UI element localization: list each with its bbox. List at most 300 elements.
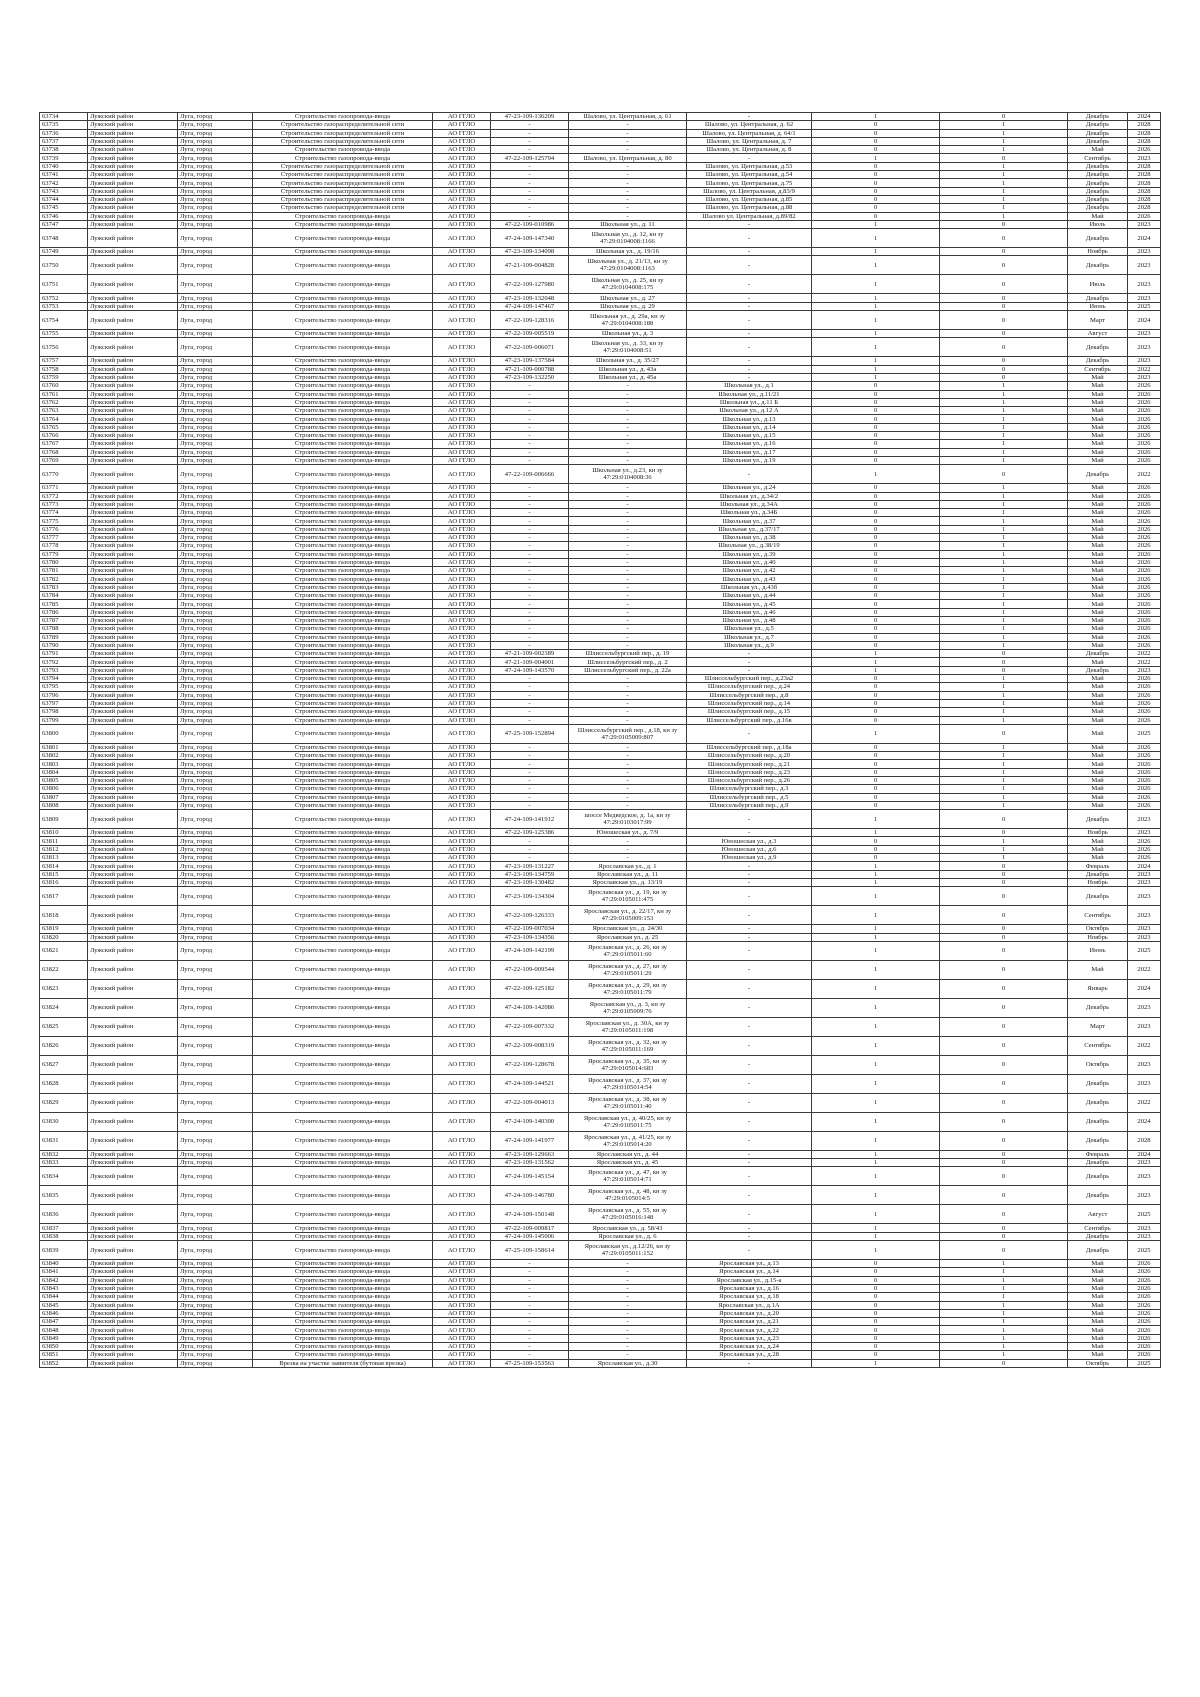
cell-address-planned: Шалово, ул. Центральная, д.83/9 [687,187,812,195]
cell-row-id: 63809 [40,810,88,829]
cell-address-planned: Школьная ул., д.34А [687,500,812,508]
cell-month: Май [1068,1326,1128,1334]
cell-district: Лужский район [88,398,178,406]
cell-row-id: 63810 [40,829,88,837]
cell-month: Май [1068,675,1128,683]
cell-year: 2023 [1128,294,1161,302]
cell-contract-number: 47-22-109-008319 [491,1036,569,1055]
cell-count-connected: 0 [812,1276,940,1284]
cell-contract-number: - [491,567,569,575]
table-row [40,357,1161,365]
cell-district: Лужский район [88,1309,178,1317]
cell-organization: АО ГГЛО [433,1276,491,1284]
cell-work-type: Строительство газопровода-ввода [253,382,433,390]
cell-month: Сентябрь [1068,1224,1128,1232]
cell-month: Декабрь [1068,171,1128,179]
cell-address-connected: - [569,415,687,423]
cell-count-connected: 1 [812,1159,940,1167]
cell-address-connected: - [569,641,687,649]
cell-settlement: Луга, город [178,1268,253,1276]
cell-row-id: 63807 [40,793,88,801]
cell-year: 2028 [1128,171,1161,179]
cell-organization: АО ГГЛО [433,500,491,508]
table-row [40,933,1161,941]
cell-address-planned: Шалово, ул. Центральная, д. 7 [687,137,812,145]
cell-organization: АО ГГЛО [433,716,491,724]
cell-contract-number: 47-23-109-137584 [491,357,569,365]
cell-address-connected: Ярославская ул., д. 26, кн зу 47:29:0105011:60 [569,941,687,960]
cell-row-id: 63771 [40,484,88,492]
cell-address-connected: Школьная ул., д. 35/27 [569,357,687,365]
cell-count-planned: 0 [940,1112,1068,1131]
cell-work-type: Строительство газопровода-ввода [253,1351,433,1359]
cell-contract-number: 47-24-109-146780 [491,1186,569,1205]
cell-row-id: 63832 [40,1150,88,1158]
cell-address-connected: Ярославская ул., д.12/26, кн зу 47:29:0105011:152 [569,1241,687,1260]
cell-work-type: Строительство газопровода-ввода [253,1159,433,1167]
cell-address-connected: - [569,171,687,179]
cell-year: 2022 [1128,1036,1161,1055]
cell-settlement: Луга, город [178,925,253,933]
cell-year: 2026 [1128,1301,1161,1309]
cell-year: 2022 [1128,658,1161,666]
cell-count-connected: 1 [812,979,940,998]
cell-count-connected: 0 [812,146,940,154]
cell-count-connected: 0 [812,1351,940,1359]
cell-address-planned: Школьная ул., д.16 [687,440,812,448]
cell-row-id: 63741 [40,171,88,179]
cell-count-connected: 0 [812,600,940,608]
cell-address-connected: Шлиссельбургский пер., д. 19 [569,650,687,658]
cell-month: Декабрь [1068,1159,1128,1167]
cell-organization: АО ГГЛО [433,171,491,179]
cell-year: 2028 [1128,121,1161,129]
cell-row-id: 63752 [40,294,88,302]
cell-count-connected: 1 [812,650,940,658]
cell-organization: АО ГГЛО [433,229,491,248]
cell-count-connected: 0 [812,1343,940,1351]
cell-count-connected: 0 [812,641,940,649]
cell-count-connected: 1 [812,862,940,870]
cell-work-type: Строительство газопровода-ввода [253,575,433,583]
cell-row-id: 63755 [40,330,88,338]
cell-address-planned: Школьная ул., д.12 А [687,407,812,415]
cell-month: Ноябрь [1068,878,1128,886]
cell-work-type: Строительство газопровода-ввода [253,583,433,591]
cell-year: 2026 [1128,575,1161,583]
cell-settlement: Луга, город [178,870,253,878]
cell-settlement: Луга, город [178,294,253,302]
cell-count-connected: 1 [812,878,940,886]
cell-row-id: 63768 [40,448,88,456]
cell-count-connected: 1 [812,1167,940,1186]
cell-year: 2023 [1128,870,1161,878]
cell-address-planned: Ярославская ул., д.14 [687,1268,812,1276]
cell-work-type: Строительство газопровода-ввода [253,998,433,1017]
cell-settlement: Луга, город [178,933,253,941]
cell-settlement: Луга, город [178,492,253,500]
cell-work-type: Строительство газопровода-ввода [253,658,433,666]
cell-settlement: Луга, город [178,675,253,683]
cell-address-planned: Шлиссельбургский пер., д.9 [687,801,812,809]
cell-address-planned: Школьная ул., д.7 [687,633,812,641]
cell-district: Лужский район [88,933,178,941]
table-row [40,1343,1161,1351]
cell-address-planned: - [687,1205,812,1224]
cell-settlement: Луга, город [178,658,253,666]
cell-organization: АО ГГЛО [433,666,491,674]
cell-organization: АО ГГЛО [433,390,491,398]
cell-contract-number: - [491,675,569,683]
cell-contract-number: 47-23-109-134304 [491,887,569,906]
cell-district: Лужский район [88,415,178,423]
cell-month: Сентябрь [1068,365,1128,373]
cell-month: Май [1068,390,1128,398]
cell-count-connected: 0 [812,768,940,776]
table-row [40,1260,1161,1268]
cell-count-connected: 1 [812,933,940,941]
cell-work-type: Строительство газопровода-ввода [253,1284,433,1292]
cell-organization: АО ГГЛО [433,1159,491,1167]
cell-month: Май [1068,1268,1128,1276]
cell-count-planned: 1 [940,407,1068,415]
cell-work-type: Строительство газораспределительной сети [253,187,433,195]
cell-year: 2023 [1128,1055,1161,1074]
cell-address-connected: - [569,592,687,600]
cell-count-planned: 1 [940,854,1068,862]
cell-count-planned: 1 [940,195,1068,203]
cell-count-planned: 1 [940,390,1068,398]
cell-organization: АО ГГЛО [433,845,491,853]
cell-count-connected: 1 [812,311,940,330]
table-row [40,129,1161,137]
cell-count-planned: 0 [940,724,1068,743]
cell-row-id: 63827 [40,1055,88,1074]
table-row [40,1224,1161,1232]
cell-year: 2026 [1128,1284,1161,1292]
cell-count-planned: 0 [940,373,1068,381]
cell-address-planned: Школьная ул., д.44 [687,592,812,600]
cell-settlement: Луга, город [178,542,253,550]
cell-count-connected: 0 [812,1309,940,1317]
cell-organization: АО ГГЛО [433,837,491,845]
cell-contract-number: 47-24-109-147467 [491,302,569,310]
cell-month: Декабрь [1068,1232,1128,1240]
cell-work-type: Строительство газопровода-ввода [253,760,433,768]
cell-count-planned: 1 [940,187,1068,195]
cell-district: Лужский район [88,1074,178,1093]
table-row [40,1309,1161,1317]
cell-address-planned: Шалово, ул. Центральная, д. 8 [687,146,812,154]
cell-settlement: Луга, город [178,666,253,674]
cell-organization: АО ГГЛО [433,558,491,566]
cell-address-planned: Шалово, ул. Центральная, д. 64/1 [687,129,812,137]
cell-organization: АО ГГЛО [433,338,491,357]
cell-month: Май [1068,633,1128,641]
cell-organization: АО ГГЛО [433,793,491,801]
cell-month: Декабрь [1068,998,1128,1017]
cell-year: 2023 [1128,925,1161,933]
cell-row-id: 63748 [40,229,88,248]
cell-settlement: Луга, город [178,357,253,365]
cell-settlement: Луга, город [178,432,253,440]
cell-contract-number: - [491,509,569,517]
table-row [40,1351,1161,1359]
cell-year: 2022 [1128,365,1161,373]
table-row [40,845,1161,853]
cell-count-planned: 0 [940,666,1068,674]
cell-year: 2023 [1128,1017,1161,1036]
cell-work-type: Строительство газопровода-ввода [253,675,433,683]
cell-work-type: Строительство газопровода-ввода [253,768,433,776]
cell-row-id: 63777 [40,533,88,541]
cell-month: Декабрь [1068,870,1128,878]
cell-count-planned: 1 [940,1276,1068,1284]
cell-district: Лужский район [88,633,178,641]
cell-organization: АО ГГЛО [433,220,491,228]
cell-contract-number: - [491,785,569,793]
cell-row-id: 63769 [40,456,88,464]
cell-address-planned: Шалово, ул. Центральная, д.88 [687,204,812,212]
cell-count-planned: 1 [940,1309,1068,1317]
cell-settlement: Луга, город [178,1167,253,1186]
cell-count-planned: 1 [940,785,1068,793]
table-row [40,423,1161,431]
cell-district: Лужский район [88,146,178,154]
cell-row-id: 63765 [40,423,88,431]
table-row [40,1093,1161,1112]
cell-district: Лужский район [88,600,178,608]
cell-contract-number: - [491,575,569,583]
cell-row-id: 63737 [40,137,88,145]
cell-month: Декабрь [1068,1167,1128,1186]
cell-address-planned: Шлиссельбургский пер., д.24 [687,683,812,691]
cell-count-connected: 1 [812,373,940,381]
cell-month: Май [1068,1309,1128,1317]
cell-count-planned: 0 [940,887,1068,906]
cell-contract-number: - [491,1260,569,1268]
cell-district: Лужский район [88,1159,178,1167]
cell-district: Лужский район [88,616,178,624]
cell-count-planned: 1 [940,509,1068,517]
cell-work-type: Строительство газопровода-ввода [253,1150,433,1158]
cell-address-planned: Шлиссельбургский пер., д.5 [687,793,812,801]
table-row [40,229,1161,248]
cell-year: 2026 [1128,801,1161,809]
cell-row-id: 63812 [40,845,88,853]
cell-district: Лужский район [88,1055,178,1074]
cell-address-connected: Школьная ул., д. 43а [569,365,687,373]
cell-count-connected: 1 [812,113,940,121]
cell-district: Лужский район [88,550,178,558]
cell-address-connected: Школьная ул., д. 33, кн зу 47:29:0104008:51 [569,338,687,357]
cell-month: Май [1068,509,1128,517]
cell-address-connected: - [569,777,687,785]
cell-address-planned: - [687,220,812,228]
cell-count-connected: 0 [812,1326,940,1334]
cell-month: Январь [1068,979,1128,998]
cell-count-planned: 1 [940,432,1068,440]
cell-count-planned: 0 [940,1241,1068,1260]
cell-district: Лужский район [88,248,178,256]
cell-count-connected: 0 [812,448,940,456]
cell-address-planned: - [687,311,812,330]
cell-address-planned: Шалово, ул. Центральная, д.54 [687,171,812,179]
cell-work-type: Строительство газопровода-ввода [253,1017,433,1036]
cell-count-connected: 0 [812,558,940,566]
cell-count-connected: 1 [812,1074,940,1093]
cell-address-planned: Шлиссельбургский пер., д.16в [687,716,812,724]
cell-count-planned: 0 [940,933,1068,941]
cell-count-connected: 0 [812,415,940,423]
cell-work-type: Строительство газопровода-ввода [253,600,433,608]
cell-address-planned: - [687,275,812,294]
cell-count-planned: 1 [940,592,1068,600]
cell-row-id: 63787 [40,616,88,624]
cell-month: Май [1068,567,1128,575]
cell-contract-number: 47-22-109-007332 [491,1017,569,1036]
cell-count-planned: 0 [940,960,1068,979]
table-row [40,567,1161,575]
cell-count-connected: 1 [812,302,940,310]
cell-settlement: Луга, город [178,625,253,633]
cell-district: Лужский район [88,542,178,550]
cell-settlement: Луга, город [178,146,253,154]
table-row [40,1232,1161,1240]
cell-count-planned: 1 [940,699,1068,707]
cell-address-planned: - [687,1074,812,1093]
cell-address-planned: - [687,1055,812,1074]
cell-settlement: Луга, город [178,373,253,381]
cell-row-id: 63781 [40,567,88,575]
cell-count-planned: 1 [940,484,1068,492]
cell-settlement: Луга, город [178,465,253,484]
cell-district: Лужский район [88,960,178,979]
cell-work-type: Строительство газопровода-ввода [253,550,433,558]
cell-count-connected: 0 [812,845,940,853]
cell-work-type: Строительство газопровода-ввода [253,854,433,862]
cell-organization: АО ГГЛО [433,592,491,600]
cell-district: Лужский район [88,302,178,310]
table-row [40,592,1161,600]
cell-row-id: 63739 [40,154,88,162]
cell-settlement: Луга, город [178,302,253,310]
cell-work-type: Строительство газопровода-ввода [253,777,433,785]
cell-organization: АО ГГЛО [433,691,491,699]
cell-settlement: Луга, город [178,275,253,294]
cell-year: 2028 [1128,195,1161,203]
cell-count-planned: 1 [940,179,1068,187]
cell-row-id: 63740 [40,162,88,170]
cell-work-type: Строительство газопровода-ввода [253,1055,433,1074]
cell-district: Лужский район [88,1150,178,1158]
table-row [40,1293,1161,1301]
cell-address-planned: Школьная ул., д.9 [687,641,812,649]
cell-address-connected: Ярославская ул., д. 25 [569,933,687,941]
cell-count-planned: 0 [940,658,1068,666]
cell-organization: АО ГГЛО [433,658,491,666]
table-row [40,113,1161,121]
cell-settlement: Луга, город [178,600,253,608]
cell-address-connected: - [569,752,687,760]
cell-contract-number: - [491,801,569,809]
cell-count-connected: 0 [812,398,940,406]
cell-contract-number: 47-22-109-125794 [491,154,569,162]
cell-month: Май [1068,1276,1128,1284]
cell-district: Лужский район [88,365,178,373]
cell-year: 2026 [1128,382,1161,390]
cell-contract-number: - [491,440,569,448]
cell-settlement: Луга, город [178,248,253,256]
cell-district: Лужский район [88,583,178,591]
cell-address-planned: - [687,1036,812,1055]
cell-address-connected: Шлиссельбургский пер., д.18, кн зу 47:29:0105009:807 [569,724,687,743]
cell-settlement: Луга, город [178,829,253,837]
cell-settlement: Луга, город [178,708,253,716]
cell-organization: АО ГГЛО [433,998,491,1017]
cell-year: 2028 [1128,179,1161,187]
cell-count-planned: 0 [940,1131,1068,1150]
cell-address-planned: - [687,1159,812,1167]
table-row [40,683,1161,691]
cell-address-connected: Школьная ул., д. 3 [569,330,687,338]
table-row [40,398,1161,406]
table-row [40,373,1161,381]
cell-address-planned: Ярославская ул., д.21 [687,1318,812,1326]
cell-work-type: Строительство газораспределительной сети [253,162,433,170]
cell-settlement: Луга, город [178,407,253,415]
cell-year: 2024 [1128,1150,1161,1158]
cell-settlement: Луга, город [178,1159,253,1167]
cell-work-type: Строительство газопровода-ввода [253,229,433,248]
cell-address-planned: - [687,906,812,925]
cell-district: Лужский район [88,1276,178,1284]
cell-month: Май [1068,760,1128,768]
cell-address-planned: - [687,1359,812,1367]
cell-row-id: 63767 [40,440,88,448]
cell-settlement: Луга, город [178,1359,253,1367]
cell-work-type: Строительство газопровода-ввода [253,302,433,310]
cell-address-planned: - [687,933,812,941]
cell-year: 2022 [1128,1093,1161,1112]
cell-address-planned: - [687,1017,812,1036]
cell-row-id: 63849 [40,1334,88,1342]
cell-work-type: Строительство газопровода-ввода [253,837,433,845]
cell-count-planned: 0 [940,1150,1068,1158]
cell-row-id: 63753 [40,302,88,310]
cell-address-planned: - [687,1224,812,1232]
cell-work-type: Строительство газопровода-ввода [253,878,433,886]
cell-settlement: Луга, город [178,179,253,187]
cell-organization: АО ГГЛО [433,600,491,608]
cell-row-id: 63829 [40,1093,88,1112]
cell-district: Лужский район [88,785,178,793]
cell-contract-number: 47-22-109-005519 [491,330,569,338]
cell-contract-number: 47-22-109-009817 [491,1224,569,1232]
cell-work-type: Строительство газопровода-ввода [253,633,433,641]
cell-address-connected: - [569,1268,687,1276]
cell-month: Май [1068,801,1128,809]
cell-district: Лужский район [88,683,178,691]
cell-work-type: Строительство газопровода-ввода [253,1309,433,1317]
cell-year: 2026 [1128,1326,1161,1334]
cell-month: Май [1068,716,1128,724]
table-row [40,448,1161,456]
table-row [40,1159,1161,1167]
cell-year: 2026 [1128,1309,1161,1317]
cell-settlement: Луга, город [178,1074,253,1093]
cell-count-planned: 1 [940,492,1068,500]
